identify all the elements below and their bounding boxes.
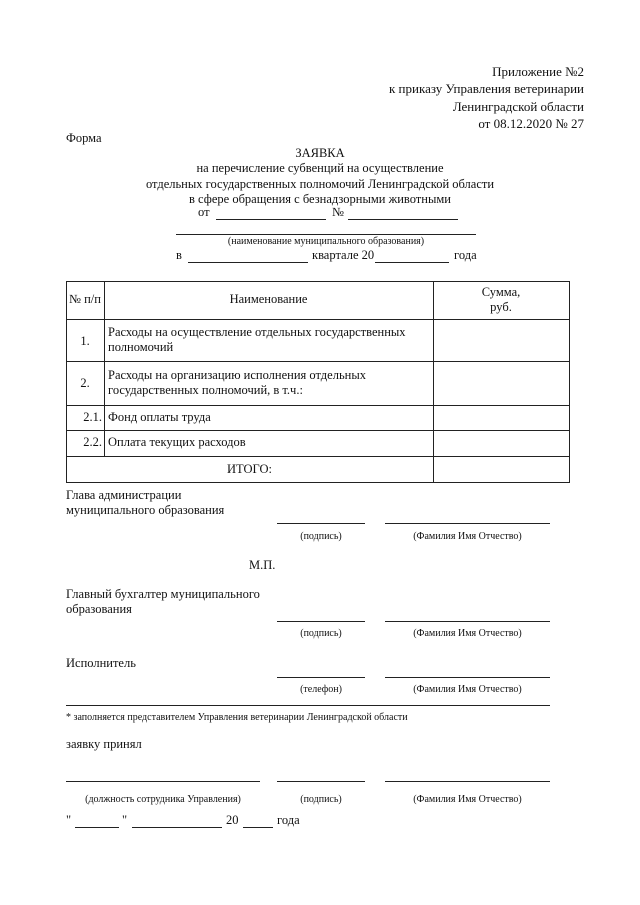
year-field[interactable]	[375, 262, 449, 263]
accepted-position-field[interactable]	[66, 781, 260, 782]
order-reference: к приказу Управления ветеринарии	[388, 81, 584, 96]
form-label: Форма	[66, 131, 102, 145]
row-name: Фонд оплаты труда	[108, 410, 211, 424]
total-label: ИТОГО:	[227, 462, 272, 476]
head-signature-field[interactable]	[277, 523, 365, 524]
signature-caption: (подпись)	[300, 628, 342, 639]
municipality-caption: (наименование муниципального образования)	[227, 236, 425, 247]
sum-cell[interactable]	[434, 320, 569, 361]
footnote: * заполняется представителем Управления ветеринарии Ленинградской области	[66, 712, 408, 723]
position-caption: (должность сотрудника Управления)	[85, 794, 241, 805]
executor-name-field[interactable]	[385, 677, 550, 678]
row-name: Расходы на организацию исполнения отдельных	[108, 368, 366, 382]
signature-caption: (подпись)	[300, 794, 342, 805]
sum-cell[interactable]	[434, 362, 569, 405]
accepted-month-field[interactable]	[132, 827, 222, 828]
section-divider	[66, 705, 550, 706]
phone-caption: (телефон)	[300, 684, 342, 695]
row-name-cont: полномочий	[108, 340, 174, 354]
date-quote-open: "	[66, 813, 72, 827]
date-quote-close: "	[122, 813, 128, 827]
accepted-label: заявку принял	[66, 737, 142, 751]
accountant-title-line-2: образования	[66, 602, 132, 616]
column-header-sum-unit: руб.	[490, 300, 512, 314]
order-date: от 08.12.2020 № 27	[478, 116, 584, 131]
signature-caption: (подпись)	[300, 531, 342, 542]
column-header-sum: Сумма,	[481, 285, 521, 299]
row-name: Оплата текущих расходов	[108, 435, 246, 449]
row-number: 2.2.	[83, 435, 102, 449]
number-field[interactable]	[348, 219, 458, 220]
title-line-3: в сфере обращения с безнадзорными животными	[189, 192, 451, 206]
head-title-line-2: муниципального образования	[66, 503, 225, 517]
sum-cell[interactable]	[434, 406, 569, 430]
subsidy-table	[66, 281, 570, 483]
total-sum-cell[interactable]	[434, 457, 569, 482]
row-number: 2.	[80, 376, 90, 390]
accepted-day-field[interactable]	[75, 827, 119, 828]
accountant-title-line-1: Главный бухгалтер муниципального	[66, 587, 260, 601]
executor-label: Исполнитель	[66, 656, 136, 670]
accepted-year-label: года	[277, 813, 300, 827]
region-name: Ленинградской области	[452, 99, 584, 114]
head-title-line-1: Глава администрации	[66, 488, 182, 502]
row-number: 2.1.	[83, 410, 102, 424]
number-label: №	[332, 205, 344, 219]
appendix-number: Приложение №2	[492, 64, 584, 79]
accepted-signature-field[interactable]	[277, 781, 365, 782]
document-title: ЗАЯВКА	[295, 146, 345, 160]
year-label: года	[454, 248, 477, 262]
fio-caption: (Фамилия Имя Отчество)	[413, 628, 522, 639]
quarter-label: квартале 20	[312, 248, 375, 262]
row-name-cont: государственных полномочий, в т.ч.:	[108, 383, 303, 397]
row-name: Расходы на осуществление отдельных государственных	[108, 325, 406, 339]
sum-cell[interactable]	[434, 431, 569, 456]
executor-phone-field[interactable]	[277, 677, 365, 678]
municipality-field[interactable]	[176, 234, 476, 235]
fio-caption: (Фамилия Имя Отчество)	[413, 531, 522, 542]
title-line-1: на перечисление субвенций на осуществление	[196, 161, 444, 175]
accountant-name-field[interactable]	[385, 621, 550, 622]
head-name-field[interactable]	[385, 523, 550, 524]
date-field[interactable]	[216, 219, 326, 220]
accepted-year-field[interactable]	[243, 827, 273, 828]
quarter-field[interactable]	[188, 262, 308, 263]
column-header-name: Наименование	[229, 292, 308, 306]
fio-caption: (Фамилия Имя Отчество)	[413, 794, 522, 805]
column-header-number: № п/п	[69, 292, 101, 306]
fio-caption: (Фамилия Имя Отчество)	[413, 684, 522, 695]
row-number: 1.	[80, 334, 90, 348]
title-line-2: отдельных государственных полномочий Ленинградской области	[145, 177, 495, 191]
accepted-century: 20	[226, 813, 239, 827]
stamp-label: М.П.	[249, 558, 276, 572]
date-label: от	[198, 205, 210, 219]
accepted-name-field[interactable]	[385, 781, 550, 782]
quarter-in-label: в	[176, 248, 182, 262]
accountant-signature-field[interactable]	[277, 621, 365, 622]
